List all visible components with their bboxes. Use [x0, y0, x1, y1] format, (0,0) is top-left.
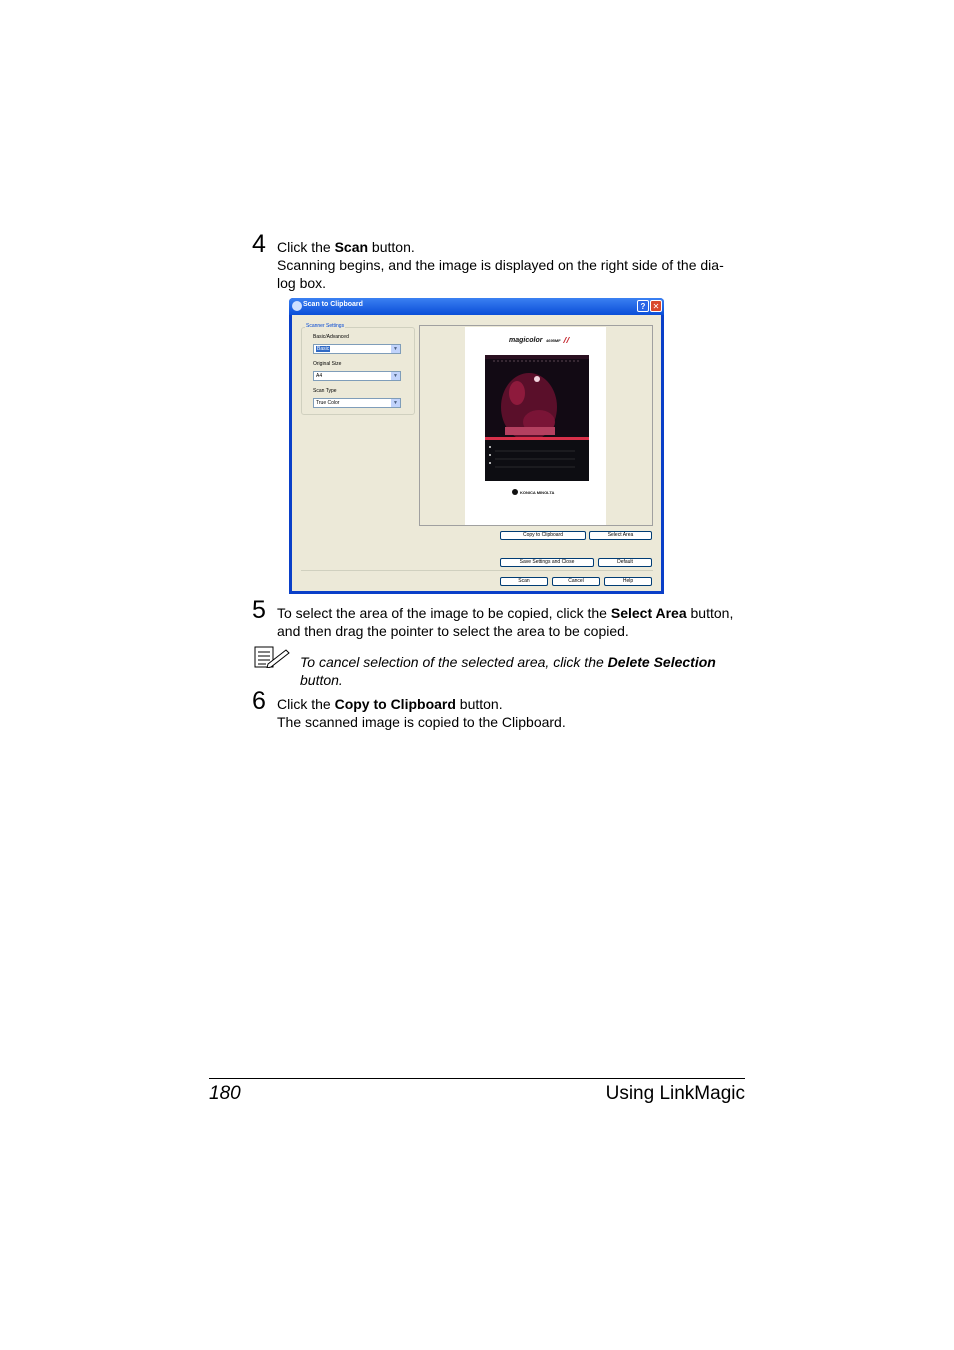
select-value: Basic — [317, 346, 330, 352]
scanned-brochure-image — [465, 327, 606, 525]
text-run: button. — [300, 672, 343, 688]
bold-term: Delete Selection — [607, 654, 716, 670]
bold-term: Select Area — [610, 605, 687, 621]
dialog-title: Scan to Clipboard — [303, 301, 363, 308]
footer-rule — [209, 1078, 745, 1079]
bold-term: Scan — [334, 239, 369, 255]
select-value: True Color — [316, 400, 340, 406]
dialog-titlebar — [289, 298, 664, 315]
text-run: button. — [455, 696, 503, 712]
step-4-text — [277, 238, 747, 292]
step-line — [277, 604, 747, 622]
select-area-button[interactable]: Select Area — [589, 531, 652, 540]
help-title-button[interactable]: ? — [637, 300, 649, 312]
field-label: Scan Type — [313, 388, 337, 394]
scan-type-select[interactable] — [313, 398, 401, 408]
cancel-button[interactable]: Cancel — [552, 577, 600, 586]
original-size-select[interactable] — [313, 371, 401, 381]
model-text: 4695MF — [546, 338, 561, 343]
field-label: Original Size — [313, 361, 342, 367]
maker-text: KONICA MINOLTA — [520, 490, 555, 495]
step-number: 4 — [252, 230, 266, 258]
note-pencil-icon — [254, 646, 290, 668]
close-title-button[interactable]: ✕ — [650, 300, 662, 312]
field-label: Basic/Advanced — [313, 334, 349, 340]
step-line: Scanning begins, and the image is displayed on the right side of the dia- — [277, 257, 724, 273]
page-number: 180 — [209, 1083, 241, 1104]
group-title: Scanner Settings — [306, 323, 345, 329]
text-run: button. — [368, 239, 415, 255]
dialog-client — [292, 315, 661, 591]
basic-advanced-select[interactable] — [313, 344, 401, 354]
scanner-settings-group — [301, 323, 415, 415]
step-line — [277, 695, 747, 713]
text-run: To cancel selection of the selected area, click the — [300, 654, 608, 670]
help-button[interactable]: Help — [604, 577, 652, 586]
select-value: A4 — [316, 373, 323, 379]
save-settings-and-close-button[interactable]: Save Settings and Close — [500, 558, 594, 567]
chapter-title: Using LinkMagic — [605, 1083, 745, 1104]
step-6-text — [277, 695, 747, 731]
app-icon — [292, 301, 302, 311]
note-text — [300, 653, 740, 689]
scanned-page-image — [465, 327, 606, 525]
copy-to-clipboard-button[interactable]: Copy to Clipboard — [500, 531, 586, 540]
brand-text: magicolor — [509, 337, 543, 344]
divider — [301, 570, 653, 571]
step-line — [277, 238, 747, 256]
step-line: The scanned image is copied to the Clipboard. — [277, 714, 566, 730]
scan-to-clipboard-dialog — [289, 298, 664, 594]
step-line: and then drag the pointer to select the area to be copied. — [277, 623, 629, 639]
scan-preview-pane[interactable] — [419, 325, 653, 526]
bold-term: Copy to Clipboard — [334, 696, 456, 712]
step-number: 5 — [252, 596, 266, 624]
chevron-down-icon: ▼ — [391, 399, 400, 407]
text-run: To select the area of the image to be copied, click the — [277, 605, 611, 621]
chevron-down-icon: ▼ — [391, 372, 400, 380]
step-number: 6 — [252, 687, 266, 715]
logo-stripes — [563, 337, 570, 343]
step-line: log box. — [277, 275, 327, 291]
text-run: button, — [686, 605, 734, 621]
text-run: Click the — [277, 696, 335, 712]
step-5-text — [277, 604, 747, 640]
chevron-down-icon: ▼ — [391, 345, 400, 353]
scan-button[interactable]: Scan — [500, 577, 548, 586]
text-run: Click the — [277, 239, 335, 255]
default-button[interactable]: Default — [598, 558, 652, 567]
